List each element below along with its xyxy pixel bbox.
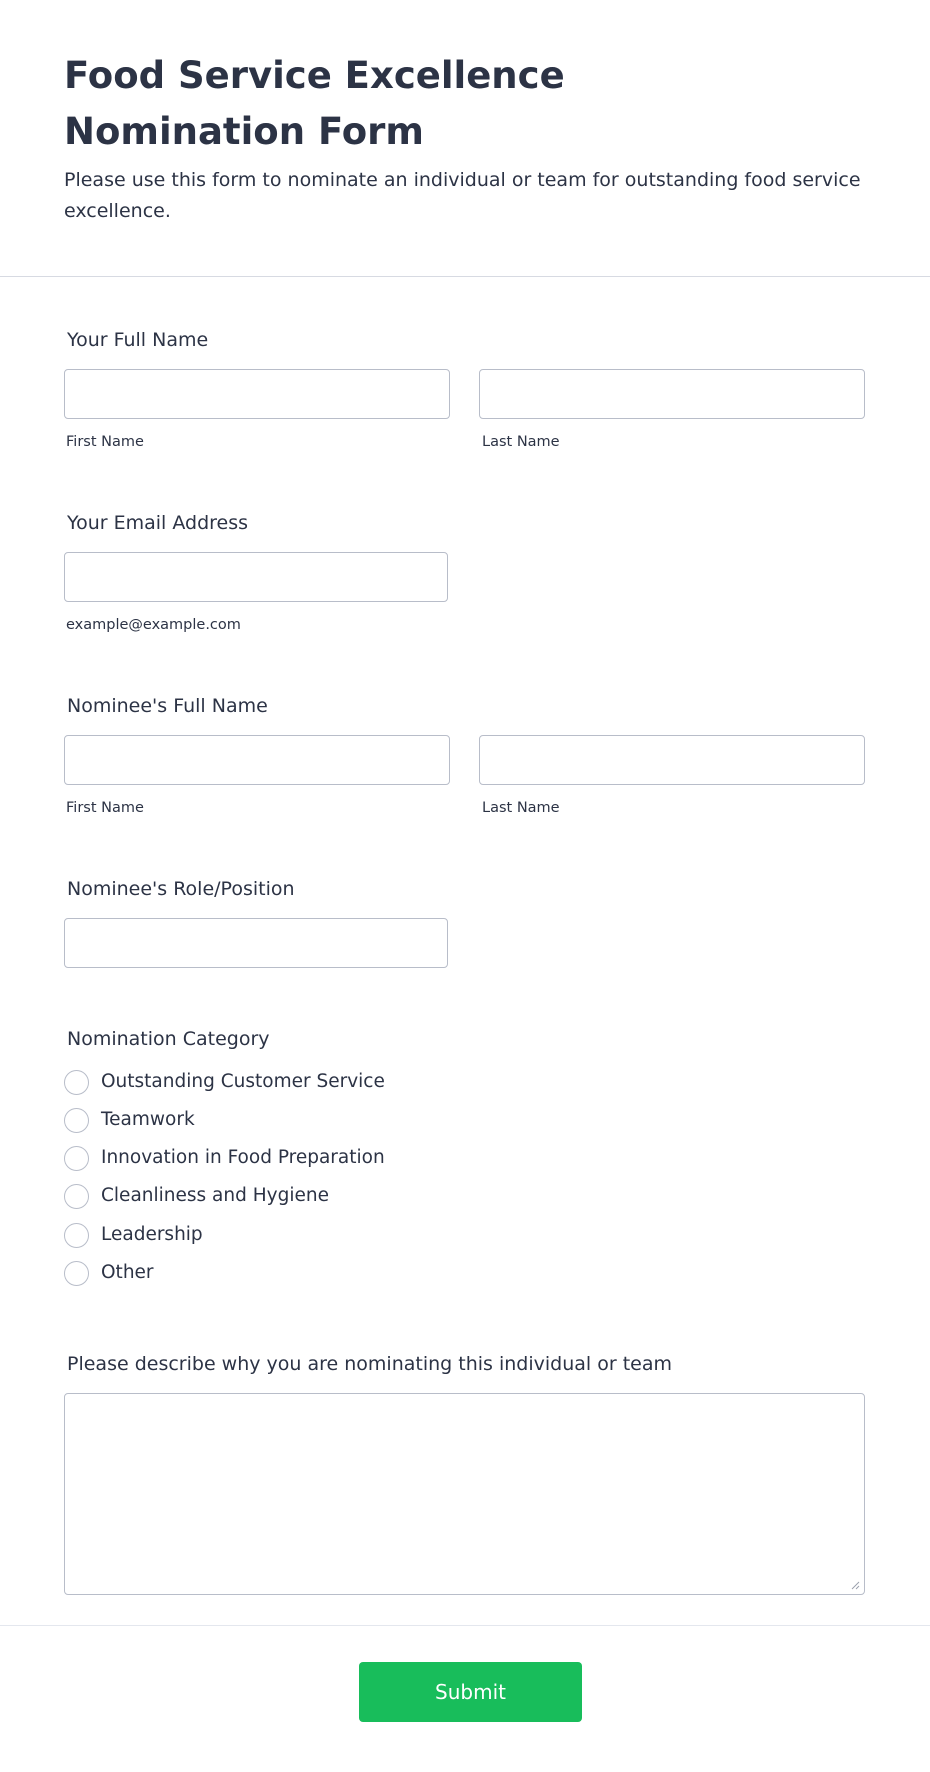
nominee-first-name-sublabel: First Name (66, 800, 144, 816)
category-label: Nomination Category (67, 1028, 270, 1050)
category-option[interactable] (64, 1107, 195, 1133)
your-email-input[interactable] (64, 552, 448, 602)
your-last-name-input[interactable] (479, 369, 865, 419)
your-email-sublabel: example@example.com (66, 617, 241, 633)
category-option[interactable] (64, 1222, 203, 1248)
radio-button[interactable] (64, 1261, 89, 1286)
category-option-label: Cleanliness and Hygiene (101, 1185, 329, 1206)
nominee-role-label: Nominee's Role/Position (67, 878, 295, 900)
page-title: Food Service Excellence Nomination Form (64, 54, 565, 153)
radio-button[interactable] (64, 1108, 89, 1133)
radio-button[interactable] (64, 1146, 89, 1171)
nominee-role-input[interactable] (64, 918, 448, 968)
footer-divider (0, 1625, 930, 1626)
your-first-name-input[interactable] (64, 369, 450, 419)
category-option-label: Other (101, 1262, 154, 1283)
nominee-name-label: Nominee's Full Name (67, 695, 268, 717)
category-option-label: Teamwork (101, 1109, 195, 1130)
radio-button[interactable] (64, 1070, 89, 1095)
category-option[interactable] (64, 1183, 329, 1209)
category-option[interactable] (64, 1145, 385, 1171)
description-label: Please describe why you are nominating this individual or team (67, 1353, 672, 1375)
category-option[interactable] (64, 1069, 385, 1095)
description-textarea[interactable] (64, 1393, 865, 1595)
category-option-label: Outstanding Customer Service (101, 1071, 385, 1092)
nominee-last-name-input[interactable] (479, 735, 865, 785)
page-subtitle: Please use this form to nominate an individual or team for outstanding food service excellence. (64, 169, 861, 222)
submit-button[interactable]: Submit (359, 1662, 582, 1722)
radio-button[interactable] (64, 1223, 89, 1248)
your-first-name-sublabel: First Name (66, 434, 144, 450)
your-last-name-sublabel: Last Name (482, 434, 560, 450)
your-email-label: Your Email Address (67, 512, 249, 534)
radio-button[interactable] (64, 1184, 89, 1209)
nominee-last-name-sublabel: Last Name (482, 800, 560, 816)
category-option-label: Innovation in Food Preparation (101, 1147, 385, 1168)
resize-handle-icon[interactable] (850, 1580, 860, 1590)
category-option[interactable] (64, 1260, 154, 1286)
your-name-label: Your Full Name (67, 329, 209, 351)
nominee-first-name-input[interactable] (64, 735, 450, 785)
category-option-label: Leadership (101, 1224, 203, 1245)
form-header (0, 0, 930, 277)
